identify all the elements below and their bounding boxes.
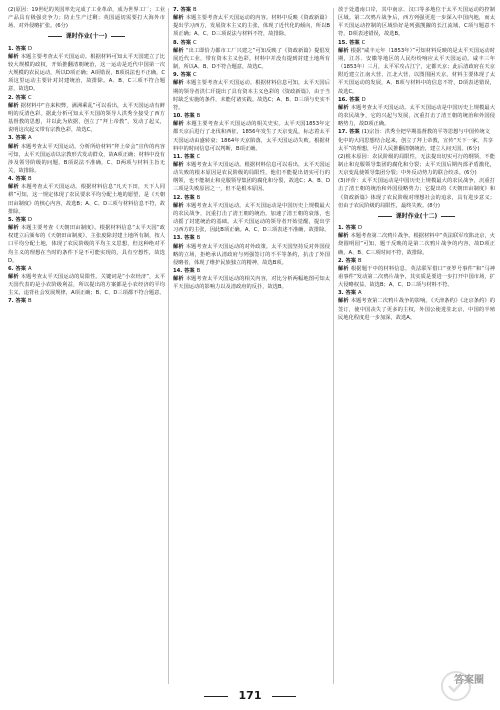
answer-label: 1. 答案 — [338, 225, 356, 232]
answer-value: B — [196, 113, 201, 120]
answer-label: 13. 答案 — [173, 235, 195, 242]
answer-value: D — [361, 96, 366, 103]
explanation-text: 本题考查太平天国运动的局限性。关键词是“小农经济”，太平天国代表的是小农阶级利益，所以提出的方案都是小农经济的平均主义，违背社会发展规律，A项正确；B、C、D三项都不符合题意。 — [8, 274, 165, 297]
explanation-label: 解析 — [173, 80, 184, 87]
explanation-text: 本题主要考查太平天国运动的内容。材料中反映《资政新篇》提出学习西方，发展资本主义的主张，体现了近代化的倾向，所以B项正确；A、C、D三项说法与材料不符，故排除。 — [173, 15, 330, 38]
answer-line — [8, 216, 165, 224]
explanation-label: 解析 — [338, 298, 349, 305]
explanation-paragraph — [8, 224, 165, 265]
explanation-paragraph — [173, 79, 330, 112]
explanation-text: 据材料中“自来积弊，满洲乘乱”可以看出，太平天国运动有鲜明的反清色彩。据此分析可知太平天国的领导人洪秀全接受了西方基督教的思想，并以此为依据，创立了“拜上帝教”，发动了起义，说明这次起义带有宗教色彩，故选C。 — [8, 102, 165, 134]
footer-rule-left — [204, 696, 228, 697]
explanation-label: 解析 — [173, 47, 184, 54]
answer-value: B — [357, 257, 362, 264]
explanation-text: 放于处遗南口岸，其中南京、汉口等多地位于太平天国运动的控制区域。第二次鸦片战争后，西方列强更进一步深入中国内地，而太平天国运动控制的区域恰好是列强觊觎的长江流域，C项与题意不符，D项表述错误，故选B。 — [338, 7, 495, 38]
explanation-paragraph — [173, 202, 330, 235]
answer-value: D — [357, 225, 363, 232]
answer-line — [338, 128, 495, 152]
answer-line — [8, 94, 165, 102]
explanation-paragraph — [338, 47, 495, 96]
explanation-paragraph — [338, 6, 495, 39]
explanation-paragraph — [173, 47, 330, 71]
answer-label: 8. 答案 — [173, 39, 191, 46]
explanation-paragraph — [173, 14, 330, 38]
answer-value: B — [196, 268, 201, 274]
answer-value: B — [27, 176, 32, 183]
answer-label: 2. 答案 — [338, 257, 356, 264]
explanation-paragraph — [338, 297, 495, 321]
explanation-label: 解析 — [173, 243, 184, 250]
explanation-paragraph — [173, 161, 330, 194]
answer-line — [173, 39, 330, 47]
explanation-text: (2)根本原因：农民阶级的局限性，无法提出切实可行的纲领，不能制止和克服领导集团的腐化和分裂；太平天国后期内部矛盾激化，天京变乱使领导集团分裂；中外反动势力的联合绞杀。(6分) — [338, 153, 495, 177]
section-heading: 课时作业(十二) — [338, 213, 495, 221]
answer-value: A — [27, 135, 32, 142]
answer-label: 4. 答案 — [8, 176, 26, 183]
explanation-text: 根据题干中的材料信息，英法联军借口“亚罗号事件”和“马神甫事件”发动第二次鸦片战争，其实质是要进一步打开中国市场，扩大侵略权益，故选B；A、C、D三项与材料不符。 — [338, 265, 495, 289]
explanation-text: “出工即恰力都市工厂兴建之”可知反映了《资政新篇》提倡发展近代工业，带有资本主义色彩。材料中并没有提到封建土地所有制，所以A、B、D不符合题意，故选C。 — [173, 47, 330, 71]
explanation-paragraph — [8, 6, 165, 30]
answer-line — [338, 257, 495, 265]
answer-label: 14. 答案 — [173, 268, 195, 274]
answer-label: 6. 答案 — [8, 265, 26, 272]
answer-line — [173, 267, 330, 275]
explanation-paragraph — [8, 53, 165, 94]
explanation-label: 解析 — [8, 102, 19, 109]
answer-label: 2. 答案 — [8, 94, 26, 101]
explanation-paragraph — [338, 265, 495, 289]
explanation-paragraph — [338, 153, 495, 177]
section-heading: 课时作业(十一) — [8, 33, 165, 41]
answer-line — [173, 6, 330, 14]
explanation-text: 本题考查太平天国运动的相关内容，对比分析两幅地图可知太平天国运动的影响力以及清政府的反扑，故选B。 — [173, 276, 330, 291]
explanation-text: 根据“咸丰元年（1853年）”可知材料反映的是太平天国运动时期，江苏、安徽等地区的人民纷纷响应太平天国运动。咸丰三年（1853年）三月，太平军攻占江宁，定都天京；此后清政府在天京附近建立江南大营、江北大营，以图围困天京。材料主要体现了太平天国运动的发展，A、B项与材料中的信息不符，D项表述错误，故选C。 — [338, 47, 495, 95]
explanation-label: 解析 — [173, 121, 184, 128]
answer-line — [173, 153, 330, 161]
explanation-text: 本题主要考查《天朝田亩制度》。根据材料信息“太平天国”政权建立后颁布的《天朝田亩制度》，主张废除封建土地所有制，按人口平均分配土地，体现了农民阶级的平均主义思想，但这种绝对平均主义的理想在当时的条件下是不可能实现的，具有空想性，故选D。 — [8, 225, 165, 264]
explanation-paragraph — [8, 183, 165, 216]
answer-value: B — [196, 235, 201, 242]
answer-label: 16. 答案 — [338, 96, 360, 103]
explanation-text: 本题考查太平天国运动。太平天国运动是中国历史上规模最大的农民战争，它的兴起与发展，沉重打击了清王朝的统治和外国侵略势力，故D项正确。 — [338, 104, 495, 128]
column-1 — [8, 6, 165, 686]
answer-value: C — [192, 39, 197, 46]
answer-line — [173, 71, 330, 79]
answer-line — [8, 134, 165, 142]
answer-line — [8, 45, 165, 53]
answer-label: 17. 答案 — [338, 129, 360, 136]
answer-label: 7. 答案 — [173, 7, 191, 13]
column-2 — [173, 6, 330, 686]
answer-value: B — [196, 194, 201, 201]
explanation-text: 本题主要考查太平天国运动。根据材料可知太平天国建立了比较大规模的政权，开始推翻清朝统治，这一运动是近代中国第一次大规模的农民运动，所以D项正确；A项错误，B项说法也不正确，C项这里运动主要针对封建统治，故排除。A、B、C三项不符合题意，故选D。 — [8, 53, 165, 93]
explanation-text: 本题考查太平天国运动。根据材料信息可以看出，太平天国运动失败的根本原因是农民阶级的局限性，他们不能提出切实可行的纲领，也不能制止和克服领导集团的腐化和分裂，故选C；A、B、D三项是失败原因之一，但不是根本原因。 — [173, 161, 330, 193]
answer-line — [338, 39, 495, 47]
answer-line — [8, 297, 165, 305]
explanation-paragraph — [8, 143, 165, 176]
explanation-label: 解析 — [8, 53, 19, 60]
explanation-label: 解析 — [173, 276, 184, 283]
answer-label: 10. 答案 — [173, 113, 195, 120]
explanation-text: 本题考查太平天国运动。分析所给材料“拜上帝会”宣传的内容可知，太平天国运动以宗教形式发动群众，故A项正确；材料中没有涉及领导阶级的问题，B项说法不准确，C、D两项与材料主旨无关，故排除。 — [8, 143, 165, 174]
explanation-label: 解析 — [8, 274, 19, 280]
explanation-text: (3)评价：太平天国运动是中国历史上规模最大的农民战争，沉重打击了清王朝的统治和外国侵略势力；它提出的《天朝田亩制度》和《资政新篇》体现了农民阶级对理想社会的追求，具有进步意义；但由于农民阶级的局限性，最终失败。(8分) — [338, 178, 495, 209]
answer-label: 15. 答案 — [338, 39, 360, 46]
explanation-label: 解析 — [8, 184, 19, 191]
answer-label: 11. 答案 — [173, 153, 195, 160]
explanation-paragraph — [8, 273, 165, 297]
explanation-text: 本题考查第二次鸦片战争的影响。《天津条约》《北京条约》的签订，使中国丧失了更多的主权，外国公使进驻北京，中国的半殖民地化程度进一步加深，故选A。 — [338, 298, 495, 321]
column-divider — [168, 8, 169, 684]
answer-label: 12. 答案 — [173, 194, 195, 201]
answer-line — [338, 289, 495, 297]
explanation-label: 解析 — [173, 161, 184, 168]
answer-line — [338, 96, 495, 104]
explanation-paragraph — [173, 275, 330, 291]
explanation-label: 解析 — [8, 225, 19, 232]
answer-label: 7. 答案 — [8, 298, 26, 305]
page-footer — [0, 687, 500, 707]
answer-label: 9. 答案 — [173, 72, 191, 79]
explanation-paragraph — [173, 243, 330, 267]
explanation-text: 本题考查太平天国运动。太平天国运动是中国历史上规模最大的农民战争，沉重打击了清王朝的统治，加速了清王朝的衰落，也动摇了封建统治的基础。太平天国运动的领导者开始觉醒，提出学习西方的主张，因此B项正确。A、C、D三项表述不准确，故排除。 — [173, 202, 330, 234]
answer-label: 5. 答案 — [8, 216, 26, 223]
explanation-text: 本题考查太平天国运动。根据材料信息“凡天下田，天下人同耕”可知，这一规定体现了农民要求平均分配土地的愿望，是《天朝田亩制度》的核心内容，故选B；A、C、D三项与材料信息不符，故排除。 — [8, 184, 165, 215]
answer-label: 3. 答案 — [8, 135, 26, 142]
answer-label: 3. 答案 — [338, 290, 356, 297]
answer-value: C — [192, 72, 197, 79]
explanation-text: 本题考查第二次鸦片战争。根据材料中“英法联军攻陷北京，火烧圆明园”可知，题干反映的是第二次鸦片战争的内容，故D项正确，A、B、C三项时间不符，故排除。 — [338, 233, 495, 256]
answer-value: B — [192, 7, 197, 13]
explanation-text: 本题考查太平天国运动的对外政策。太平天国坚持反对外国侵略的立场，拒绝承认清政府与列强签订的不平等条约，抗击了外国侵略者，体现了维护民族独立的精神，故选B项。 — [173, 243, 330, 266]
explanation-text: 本题主要考查太平天国运动。根据材料信息可知，太平天国后期的领导者洪仁玕提出了具有资本主义色彩的《资政新篇》，由于当时缺乏实施的条件，未能付诸实践。故选C；A、B、D三项与史实不符。 — [173, 80, 330, 111]
explanation-label: 解析 — [338, 47, 349, 54]
answer-value: C — [196, 153, 201, 160]
answer-value: C — [361, 39, 366, 46]
answer-value: D — [27, 216, 33, 223]
explanation-paragraph — [338, 177, 495, 210]
answer-line — [173, 194, 330, 202]
column-3 — [338, 6, 495, 686]
answer-line — [173, 234, 330, 242]
answer-value: B — [27, 298, 32, 305]
explanation-label: 解析 — [8, 143, 19, 150]
answer-label: 1. 答案 — [8, 45, 26, 52]
explanation-label: 解析 — [338, 265, 349, 272]
answer-line — [173, 112, 330, 120]
answer-value: A — [27, 265, 32, 272]
page-number: 171 — [238, 689, 262, 702]
explanation-paragraph — [338, 232, 495, 256]
watermark-text: 答案圈 — [454, 675, 484, 686]
answer-line — [8, 175, 165, 183]
explanation-label: 解析 — [173, 202, 184, 209]
answer-value: C — [27, 94, 32, 101]
explanation-label: 解析 — [338, 104, 349, 111]
answer-line — [338, 224, 495, 232]
explanation-paragraph — [8, 102, 165, 135]
footer-rule-right — [272, 696, 296, 697]
explanation-label: 解析 — [338, 233, 349, 240]
answer-value: D — [27, 45, 33, 52]
answer-value: A — [357, 290, 362, 297]
explanation-label: 解析 — [173, 15, 184, 22]
explanation-paragraph — [173, 120, 330, 153]
explanation-text: 本题主要考查太平天国运动的相关史实。太平天国1853年定都天京后进行了北伐和西征，1856年发生了天京变乱，标志着太平天国运动由盛转衰；1864年天京陷落，太平天国运动失败。根据材料中的时间信息可以判断，B项正确。 — [173, 121, 330, 152]
explanation-text: (2)原因：19世纪的英国率先完成了工业革命，成为世界工厂；工业产品具有极强竞争力；防止生产过剩；英国逼切需要打大海外市场，对外侵略扩张。(6分) — [8, 7, 165, 30]
answer-value: (1)宗旨：洪秀全把早期基督教的平等思想与中国传统文化中的大同思想结合起来，创立了拜上帝教，宣传“天下一家，共享太平”的理想，号召人民推翻清朝统治，建立人间天国。(6分) — [338, 129, 493, 152]
column-divider — [333, 8, 334, 684]
answer-line — [8, 265, 165, 273]
explanation-paragraph — [338, 104, 495, 128]
